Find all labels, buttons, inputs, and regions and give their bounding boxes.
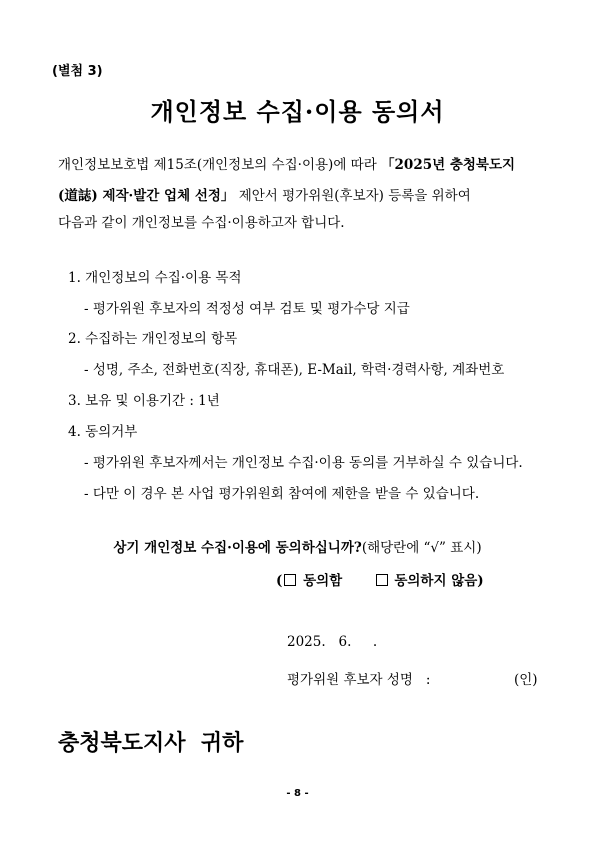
intro-text-2b: 제안서 평가위원(후보자) 등록을 위하여 [234,188,471,204]
seal-mark: (인) [514,672,538,688]
intro-text-1a: 개인정보보호법 제15조(개인정보의 수집·이용)에 따라 [58,157,382,173]
section-4-heading: 4. 동의거부 [68,424,138,440]
intro-line-3: 다음과 같이 개인정보를 수집·이용하고자 합니다. [58,215,345,231]
disagree-label: 동의하지 않음) [394,573,484,589]
section-2-heading: 2. 수집하는 개인정보의 항목 [68,331,238,347]
section-4-detail-1: - 평가위원 후보자께서는 개인정보 수집·이용 동의를 거부하실 수 있습니다. [84,455,523,471]
section-2-detail: - 성명, 주소, 전화번호(직장, 휴대폰), E-Mail, 학력·경력사항, 계좌번호 [84,362,505,378]
signature-label: 평가위원 후보자 성명 : [287,672,431,688]
consent-options [276,569,484,589]
addressee: 충청북도지사 귀하 [58,731,244,756]
document-title: 개인정보 수집·이용 동의서 [150,97,445,126]
disagree-checkbox[interactable] [376,574,388,586]
project-name-part-1: 「2025년 충청북도지 [381,157,516,173]
consent-question-text: 상기 개인정보 수집·이용에 동의하십니까? [113,540,362,556]
section-1-detail: - 평가위원 후보자의 적정성 여부 검토 및 평가수당 지급 [84,301,410,317]
consent-question-note: (해당란에 “√” 표시) [361,540,482,556]
intro-line-2 [58,184,471,204]
consent-question [0,536,595,556]
section-3-heading: 3. 보유 및 이용기간 : 1년 [68,393,220,409]
project-name-part-2: (道誌) 제작·발간 업체 선정」 [58,188,235,204]
agree-label: 동의함 [303,573,343,589]
section-1-heading: 1. 개인정보의 수집·이용 목적 [68,270,242,286]
attachment-label: (별첨 3) [52,64,103,79]
page-number: - 8 - [286,788,309,799]
agree-checkbox[interactable] [284,574,296,586]
intro-line-1 [58,153,515,173]
section-4-detail-2: - 다만 이 경우 본 사업 평가위원회 참여에 제한을 받을 수 있습니다. [84,486,480,502]
date: 2025. 6. . [287,634,378,650]
open-paren: ( [276,573,283,589]
